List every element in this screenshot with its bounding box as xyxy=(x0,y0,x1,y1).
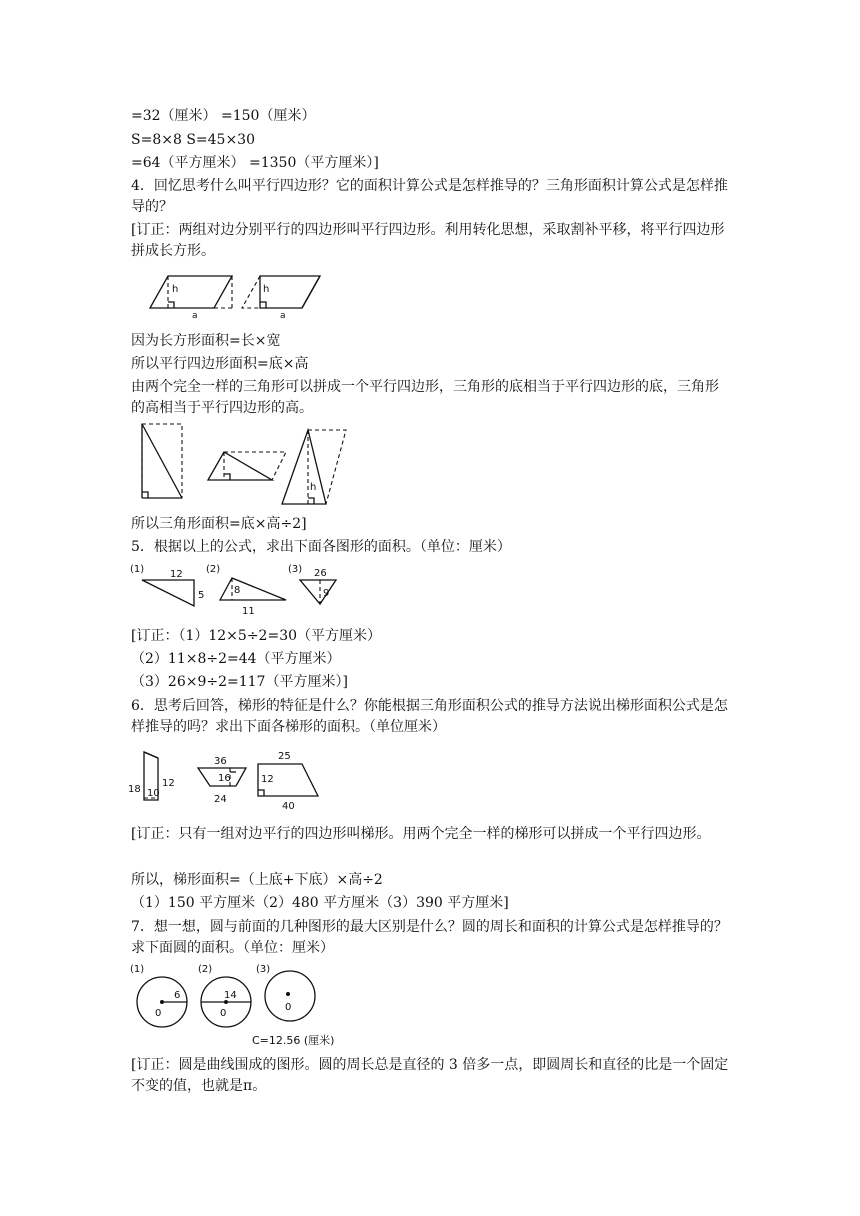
para-h-label-1: h xyxy=(172,284,179,295)
question-5: 5．根据以上的公式，求出下面各图形的面积。（单位：厘米） xyxy=(131,539,511,555)
q5-label-12: 12 xyxy=(170,569,183,580)
q5-label-26: 26 xyxy=(314,568,327,579)
q6-label-36: 36 xyxy=(214,756,227,767)
q5-label-5: 5 xyxy=(198,590,205,601)
q7-center-3: 0 xyxy=(285,1002,292,1013)
q6-answer-3: （1）150 平方厘米（2）480 平方厘米（3）390 平方厘米] xyxy=(131,895,509,911)
parallelogram-figure xyxy=(140,270,340,322)
q7-num-3: (3) xyxy=(256,964,271,975)
q6-label-12b: 12 xyxy=(261,774,274,785)
q5-answer-3: （3）26×9÷2=117（平方厘米）] xyxy=(131,674,348,690)
q7-center-2: 0 xyxy=(220,1008,227,1019)
q6-label-12a: 12 xyxy=(162,778,175,789)
calc-line-1: =32（厘米） =150（厘米） xyxy=(131,108,316,124)
q7-r-6: 6 xyxy=(174,990,181,1001)
para-a-label-1: a xyxy=(192,311,198,321)
calc-line-3: =64（平方厘米） =1350（平方厘米）] xyxy=(131,155,379,171)
q5-num-3: (3) xyxy=(288,564,303,575)
tri-h-label: h xyxy=(310,482,317,493)
q7-answer: [订正：圆是曲线围成的图形。圆的周长总是直径的 3 倍多一点，即圆周长和直径的比是一个固定不变的值，也就是π。 xyxy=(131,1057,729,1094)
q7-num-2: (2) xyxy=(198,964,213,975)
q6-label-24: 24 xyxy=(214,794,227,805)
q7-d-14: 14 xyxy=(224,990,237,1001)
para-area-text: 所以平行四边形面积=底×高 xyxy=(131,356,309,372)
q5-label-8: 8 xyxy=(234,585,241,596)
q6-answer-1: [订正：只有一组对边平行的四边形叫梯形。用两个完全一样的梯形可以拼成一个平行四边形。 xyxy=(131,826,711,842)
q5-figures xyxy=(130,560,350,620)
q6-figures xyxy=(126,748,326,812)
q6-answer-2: 所以，梯形面积=（上底+下底）×高÷2 xyxy=(131,872,383,888)
calc-line-2: S=8×8 S=45×30 xyxy=(131,132,255,148)
q6-label-16: 16 xyxy=(218,773,231,784)
q5-num-1: (1) xyxy=(130,564,145,575)
q5-label-11: 11 xyxy=(242,606,255,617)
triangle-area-text: 所以三角形面积=底×高÷2] xyxy=(131,516,307,532)
question-6: 6．思考后回答，梯形的特征是什么？你能根据三角形面积公式的推导方法说出梯形面积公式是怎样推导的吗？求出下面各梯形的面积。（单位厘米） xyxy=(131,698,728,735)
q5-label-9: 9 xyxy=(323,588,330,599)
triangle-explanation: 由两个完全一样的三角形可以拼成一个平行四边形，三角形的底相当于平行四边形的底，三角形的高相当于平行四边形的高。 xyxy=(131,379,719,416)
q7-circumference: C=12.56 (厘米) xyxy=(252,1034,335,1047)
q6-label-40: 40 xyxy=(282,801,295,812)
triangle-figure xyxy=(138,420,358,510)
q5-answer-1: [订正：（1）12×5÷2=30（平方厘米） xyxy=(131,628,382,644)
question-4-answer: [订正：两组对边分别平行的四边形叫平行四边形。利用转化思想，采取割补平移，将平行四边形拼成长方形。 xyxy=(131,222,725,259)
q6-label-25: 25 xyxy=(278,751,291,762)
para-h-label-2: h xyxy=(263,284,270,295)
q7-num-1: (1) xyxy=(130,964,145,975)
q5-answer-2: （2）11×8÷2=44（平方厘米） xyxy=(131,651,341,667)
q6-label-18: 18 xyxy=(128,784,141,795)
question-7: 7．想一想，圆与前面的几种图形的最大区别是什么？圆的周长和面积的计算公式是怎样推导的？求下面圆的面积。（单位：厘米） xyxy=(131,919,728,956)
question-4: 4．回忆思考什么叫平行四边形？它的面积计算公式是怎样推导的？三角形面积计算公式是怎样推导的？ xyxy=(131,178,728,215)
q7-center-1: 0 xyxy=(155,1008,162,1019)
para-a-label-2: a xyxy=(280,311,286,321)
rect-area-text: 因为长方形面积=长×宽 xyxy=(131,333,281,349)
q7-circles xyxy=(128,960,348,1048)
q5-num-2: (2) xyxy=(206,564,221,575)
q6-label-10: 10 xyxy=(147,788,160,799)
